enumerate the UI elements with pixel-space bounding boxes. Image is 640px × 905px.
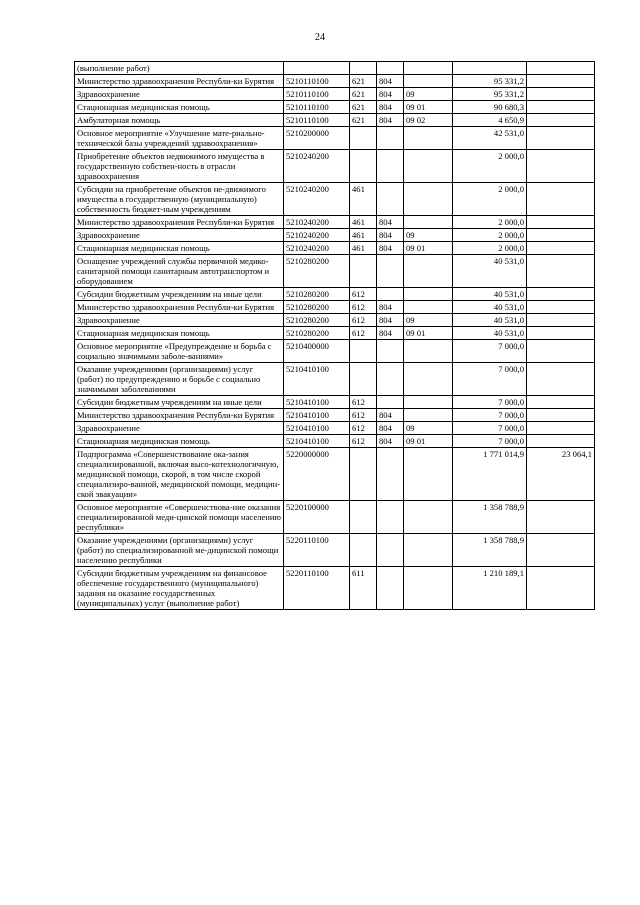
row-amount-extra-cell: [527, 75, 595, 88]
row-code-cell: 5210280200: [284, 288, 350, 301]
table-row: [75, 501, 595, 534]
row-expense-type-cell: 612: [350, 327, 377, 340]
row-amount-extra-cell: [527, 567, 595, 610]
row-name-cell: Стационарная медицинская помощь: [75, 101, 284, 114]
row-name-cell: Амбулаторная помощь: [75, 114, 284, 127]
row-amount-extra-cell: [527, 363, 595, 396]
row-section-cell: 804: [377, 242, 404, 255]
row-expense-type-cell: [350, 127, 377, 150]
row-code-cell: 5210410100: [284, 435, 350, 448]
table-body: [75, 62, 595, 610]
row-subsection-cell: [404, 301, 453, 314]
row-amount-extra-cell: [527, 340, 595, 363]
row-amount-cell: 42 531,0: [453, 127, 527, 150]
row-section-cell: 804: [377, 327, 404, 340]
row-expense-type-cell: [350, 62, 377, 75]
row-expense-type-cell: 461: [350, 216, 377, 229]
row-code-cell: 5210110100: [284, 101, 350, 114]
row-subsection-cell: [404, 448, 453, 501]
row-amount-cell: 90 680,3: [453, 101, 527, 114]
row-subsection-cell: 09 01: [404, 327, 453, 340]
row-code-cell: 5210110100: [284, 88, 350, 101]
table-row: [75, 229, 595, 242]
row-subsection-cell: 09 01: [404, 435, 453, 448]
row-subsection-cell: [404, 216, 453, 229]
row-amount-extra-cell: [527, 127, 595, 150]
row-amount-cell: 2 000,0: [453, 242, 527, 255]
row-subsection-cell: [404, 501, 453, 534]
row-subsection-cell: [404, 396, 453, 409]
row-subsection-cell: 09 01: [404, 242, 453, 255]
row-section-cell: [377, 396, 404, 409]
row-amount-cell: 40 531,0: [453, 327, 527, 340]
row-expense-type-cell: [350, 255, 377, 288]
table-row: [75, 75, 595, 88]
row-amount-extra-cell: [527, 216, 595, 229]
row-subsection-cell: 09: [404, 422, 453, 435]
row-expense-type-cell: 621: [350, 101, 377, 114]
table-row: [75, 435, 595, 448]
row-amount-cell: 1 771 014,9: [453, 448, 527, 501]
row-amount-extra-cell: 23 064,1: [527, 448, 595, 501]
row-amount-extra-cell: [527, 435, 595, 448]
row-amount-extra-cell: [527, 88, 595, 101]
row-expense-type-cell: [350, 340, 377, 363]
row-amount-cell: 40 531,0: [453, 288, 527, 301]
table-row: [75, 127, 595, 150]
row-section-cell: 804: [377, 422, 404, 435]
row-amount-cell: 2 000,0: [453, 216, 527, 229]
row-section-cell: [377, 127, 404, 150]
table-row: [75, 62, 595, 75]
row-subsection-cell: [404, 409, 453, 422]
row-amount-extra-cell: [527, 62, 595, 75]
row-name-cell: Оказание учреждениями (организациями) услуг (работ) по предупреждению и борьбе с социально значимыми заболеваниями: [75, 363, 284, 396]
row-code-cell: 5220110100: [284, 534, 350, 567]
row-name-cell: Оснащение учреждений службы первичной медико-санитарной помощи санитарным автотранспортом и оборудованием: [75, 255, 284, 288]
row-subsection-cell: [404, 534, 453, 567]
table-row: [75, 363, 595, 396]
row-amount-cell: 2 000,0: [453, 150, 527, 183]
row-section-cell: 804: [377, 435, 404, 448]
row-name-cell: Основное мероприятие «Совершенствова-ние оказания специализированной меди-цинской помощи населению республики»: [75, 501, 284, 534]
row-name-cell: Стационарная медицинская помощь: [75, 435, 284, 448]
row-code-cell: 5210410100: [284, 363, 350, 396]
row-name-cell: Здравоохранение: [75, 88, 284, 101]
row-section-cell: 804: [377, 229, 404, 242]
row-subsection-cell: [404, 183, 453, 216]
table-row: [75, 242, 595, 255]
row-name-cell: Оказание учреждениями (организациями) услуг (работ) по специализированной ме-дицинской помощи населению республики: [75, 534, 284, 567]
row-amount-cell: 4 650,9: [453, 114, 527, 127]
row-name-cell: Министерство здравоохранения Республи-ки Бурятия: [75, 409, 284, 422]
row-expense-type-cell: 611: [350, 567, 377, 610]
row-amount-cell: 1 210 189,1: [453, 567, 527, 610]
row-expense-type-cell: [350, 150, 377, 183]
row-name-cell: Субсидии бюджетным учреждениям на финансовое обеспечение государственного (муниципального) задания на оказание государственных (муниципальных) услуг (выполнение работ): [75, 567, 284, 610]
row-amount-cell: 40 531,0: [453, 255, 527, 288]
row-section-cell: [377, 255, 404, 288]
table-row: [75, 567, 595, 610]
row-amount-extra-cell: [527, 327, 595, 340]
row-section-cell: 804: [377, 101, 404, 114]
row-amount-cell: 2 000,0: [453, 229, 527, 242]
row-code-cell: 5210240200: [284, 242, 350, 255]
row-expense-type-cell: [350, 363, 377, 396]
row-section-cell: [377, 363, 404, 396]
row-expense-type-cell: 612: [350, 422, 377, 435]
row-code-cell: 5210410100: [284, 396, 350, 409]
row-amount-extra-cell: [527, 288, 595, 301]
table-row: [75, 101, 595, 114]
row-name-cell: Субсидии на приобретение объектов не-движимого имущества в государственную (муниципальную) собственность бюджет-ным учреждениям: [75, 183, 284, 216]
row-expense-type-cell: 612: [350, 396, 377, 409]
row-amount-cell: 7 000,0: [453, 340, 527, 363]
table-row: [75, 88, 595, 101]
row-amount-cell: 7 000,0: [453, 422, 527, 435]
row-expense-type-cell: 461: [350, 183, 377, 216]
table-row: [75, 534, 595, 567]
row-amount-cell: 1 358 788,9: [453, 534, 527, 567]
row-amount-extra-cell: [527, 255, 595, 288]
row-expense-type-cell: 621: [350, 75, 377, 88]
table-row: [75, 327, 595, 340]
row-subsection-cell: [404, 567, 453, 610]
row-amount-extra-cell: [527, 101, 595, 114]
row-expense-type-cell: 612: [350, 314, 377, 327]
row-name-cell: Подпрограмма «Совершенствование ока-зания специализированной, включая высо-котехнологичную, медицинской помощи, скорой, в том числе скорой специализиро-ванной, медицинской помощи, медицин-ской эвакуации»: [75, 448, 284, 501]
budget-table: [74, 61, 595, 610]
table-row: [75, 255, 595, 288]
row-amount-extra-cell: [527, 396, 595, 409]
row-code-cell: 5210400000: [284, 340, 350, 363]
row-section-cell: 804: [377, 301, 404, 314]
row-amount-extra-cell: [527, 422, 595, 435]
row-subsection-cell: [404, 288, 453, 301]
row-name-cell: Министерство здравоохранения Республи-ки Бурятия: [75, 301, 284, 314]
table-row: [75, 448, 595, 501]
row-name-cell: Стационарная медицинская помощь: [75, 242, 284, 255]
row-section-cell: [377, 534, 404, 567]
row-amount-extra-cell: [527, 501, 595, 534]
row-section-cell: 804: [377, 409, 404, 422]
row-subsection-cell: [404, 75, 453, 88]
row-section-cell: 804: [377, 114, 404, 127]
row-section-cell: [377, 288, 404, 301]
row-code-cell: 5210240200: [284, 183, 350, 216]
table-row: [75, 340, 595, 363]
row-subsection-cell: 09 01: [404, 101, 453, 114]
table-row: [75, 183, 595, 216]
row-amount-cell: 2 000,0: [453, 183, 527, 216]
row-code-cell: 5210410100: [284, 422, 350, 435]
row-expense-type-cell: 461: [350, 242, 377, 255]
row-expense-type-cell: 461: [350, 229, 377, 242]
row-section-cell: [377, 567, 404, 610]
row-expense-type-cell: 621: [350, 88, 377, 101]
row-subsection-cell: 09: [404, 88, 453, 101]
row-name-cell: Здравоохранение: [75, 422, 284, 435]
row-amount-extra-cell: [527, 301, 595, 314]
table-row: [75, 288, 595, 301]
row-amount-cell: 7 000,0: [453, 363, 527, 396]
row-name-cell: (выполнение работ): [75, 62, 284, 75]
page-number: 24: [315, 32, 325, 43]
row-subsection-cell: [404, 340, 453, 363]
row-code-cell: 5220100000: [284, 501, 350, 534]
row-section-cell: [377, 62, 404, 75]
row-code-cell: 5210280200: [284, 255, 350, 288]
row-name-cell: Основное мероприятие «Предупреждение и борьба с социально значимыми заболе-ваниями»: [75, 340, 284, 363]
row-expense-type-cell: [350, 448, 377, 501]
row-name-cell: Здравоохранение: [75, 229, 284, 242]
row-amount-cell: 7 000,0: [453, 409, 527, 422]
row-section-cell: [377, 501, 404, 534]
row-subsection-cell: 09: [404, 229, 453, 242]
row-amount-extra-cell: [527, 229, 595, 242]
row-amount-extra-cell: [527, 114, 595, 127]
row-amount-cell: 7 000,0: [453, 396, 527, 409]
row-expense-type-cell: 612: [350, 435, 377, 448]
row-section-cell: [377, 183, 404, 216]
row-expense-type-cell: 621: [350, 114, 377, 127]
row-expense-type-cell: [350, 534, 377, 567]
table-row: [75, 396, 595, 409]
row-subsection-cell: 09: [404, 314, 453, 327]
row-amount-cell: 95 331,2: [453, 75, 527, 88]
row-name-cell: Приобретение объектов недвижимого имущества в государственную собствен-ность в отрасли здравоохранения: [75, 150, 284, 183]
row-name-cell: Стационарная медицинская помощь: [75, 327, 284, 340]
row-code-cell: 5220110100: [284, 567, 350, 610]
row-section-cell: 804: [377, 88, 404, 101]
row-amount-extra-cell: [527, 534, 595, 567]
table-row: [75, 114, 595, 127]
table-row: [75, 301, 595, 314]
row-name-cell: Субсидии бюджетным учреждениям на иные цели: [75, 288, 284, 301]
row-amount-extra-cell: [527, 242, 595, 255]
row-code-cell: 5210240200: [284, 229, 350, 242]
row-section-cell: [377, 150, 404, 183]
table-row: [75, 314, 595, 327]
row-section-cell: 804: [377, 314, 404, 327]
row-code-cell: 5210240200: [284, 150, 350, 183]
row-amount-extra-cell: [527, 409, 595, 422]
row-code-cell: [284, 62, 350, 75]
row-code-cell: 5220000000: [284, 448, 350, 501]
row-section-cell: 804: [377, 216, 404, 229]
row-section-cell: [377, 340, 404, 363]
row-code-cell: 5210200000: [284, 127, 350, 150]
row-code-cell: 5210110100: [284, 114, 350, 127]
row-section-cell: [377, 448, 404, 501]
table-row: [75, 216, 595, 229]
row-subsection-cell: 09 02: [404, 114, 453, 127]
row-expense-type-cell: 612: [350, 288, 377, 301]
row-amount-extra-cell: [527, 314, 595, 327]
table-row: [75, 422, 595, 435]
row-amount-cell: 1 358 788,9: [453, 501, 527, 534]
row-subsection-cell: [404, 150, 453, 183]
table-row: [75, 409, 595, 422]
row-name-cell: Министерство здравоохранения Республи-ки Бурятия: [75, 75, 284, 88]
row-code-cell: 5210110100: [284, 75, 350, 88]
row-code-cell: 5210280200: [284, 301, 350, 314]
row-expense-type-cell: [350, 501, 377, 534]
row-section-cell: 804: [377, 75, 404, 88]
row-expense-type-cell: 612: [350, 409, 377, 422]
row-amount-cell: 40 531,0: [453, 314, 527, 327]
table-row: [75, 150, 595, 183]
row-code-cell: 5210280200: [284, 314, 350, 327]
row-name-cell: Основное мероприятие «Улучшение мате-риально-технической базы учреждений здравоохранения»: [75, 127, 284, 150]
row-amount-cell: 40 531,0: [453, 301, 527, 314]
row-amount-cell: 7 000,0: [453, 435, 527, 448]
row-name-cell: Министерство здравоохранения Республи-ки Бурятия: [75, 216, 284, 229]
row-amount-extra-cell: [527, 150, 595, 183]
row-subsection-cell: [404, 255, 453, 288]
row-subsection-cell: [404, 127, 453, 150]
row-expense-type-cell: 612: [350, 301, 377, 314]
row-code-cell: 5210280200: [284, 327, 350, 340]
row-subsection-cell: [404, 363, 453, 396]
row-amount-cell: 95 331,2: [453, 88, 527, 101]
row-code-cell: 5210410100: [284, 409, 350, 422]
row-amount-extra-cell: [527, 183, 595, 216]
row-name-cell: Субсидии бюджетным учреждениям на иные цели: [75, 396, 284, 409]
row-code-cell: 5210240200: [284, 216, 350, 229]
row-amount-cell: [453, 62, 527, 75]
row-name-cell: Здравоохранение: [75, 314, 284, 327]
row-subsection-cell: [404, 62, 453, 75]
